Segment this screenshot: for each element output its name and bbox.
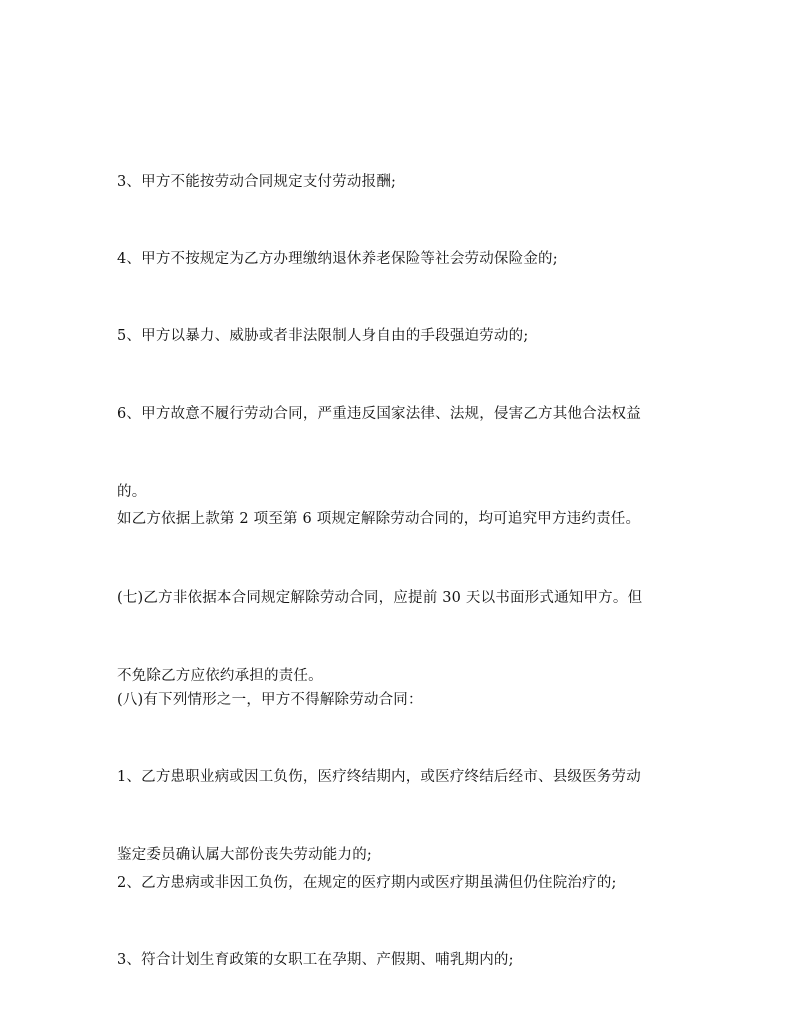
paragraph-line: (七)乙方非依据本合同规定解除劳动合同，应提前 30 天以书面形式通知甲方。但 — [117, 590, 643, 606]
paragraph-line: 如乙方依据上款第 2 项至第 6 项规定解除劳动合同的，均可追究甲方违约责任。 — [117, 511, 641, 527]
paragraph-line: 2、乙方患病或非因工负伤，在规定的医疗期内或医疗期虽满但仍住院治疗的; — [117, 875, 617, 891]
paragraph-line: 5、甲方以暴力、威胁或者非法限制人身自由的手段强迫劳动的; — [117, 328, 529, 344]
paragraph-line: 4、甲方不按规定为乙方办理缴纳退休养老保险等社会劳动保险金的; — [117, 251, 558, 267]
paragraph-3b — [117, 895, 677, 1025]
paragraph-line: 6、甲方故意不履行劳动合同，严重违反国家法律、法规，侵害乙方其他合法权益 — [117, 406, 641, 422]
paragraph-line: 的。 — [117, 484, 147, 500]
paragraph-line: 鉴定委员确认属大部份丧失劳动能力的; — [117, 847, 372, 863]
paragraph-line: 3、符合计划生育政策的女职工在孕期、产假期、哺乳期内的; — [117, 952, 514, 968]
paragraph-line: 不免除乙方应依约承担的责任。 — [117, 668, 323, 684]
paragraph-line: (八)有下列情形之一，甲方不得解除劳动合同： — [117, 692, 423, 708]
paragraph-line: 3、甲方不能按劳动合同规定支付劳动报酬; — [117, 174, 397, 190]
paragraph-line: 1、乙方患职业病或因工负伤，医疗终结期内，或医疗终结后经市、县级医务劳动 — [117, 769, 641, 785]
